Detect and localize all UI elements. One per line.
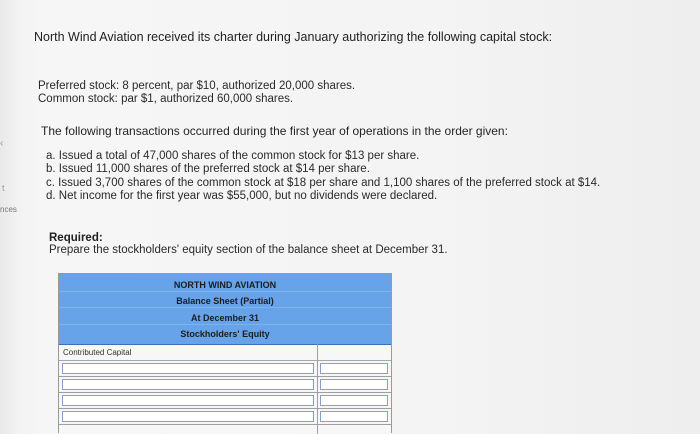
problem-intro: North Wind Aviation received its charter during January authorizing the following capital stock: (34, 30, 553, 44)
row-amount-input[interactable] (320, 363, 388, 374)
transactions-list (46, 150, 600, 203)
sidebar-chevron-icon[interactable]: ‹ (0, 138, 4, 149)
header-divider (59, 291, 391, 292)
sidebar-fragment-marker: t (2, 183, 5, 193)
table-row (59, 409, 391, 425)
contributed-capital-label: Contributed Capital (63, 348, 132, 357)
header-divider (59, 324, 391, 325)
transaction-a: a. Issued a total of 47,000 shares of the common stock for $13 per share. (46, 150, 420, 162)
row-amount-input[interactable] (320, 379, 388, 390)
statement-section: Stockholders' Equity (180, 329, 270, 339)
row-label-input[interactable] (62, 379, 314, 390)
row-label-input[interactable] (62, 395, 314, 406)
row-label-input[interactable] (62, 363, 314, 374)
required-text: Prepare the stockholders' equity section of the balance sheet at December 31. (49, 244, 448, 256)
transactions-intro: The following transactions occurred during the first year of operations in the order given: (41, 124, 508, 138)
statement-date: At December 31 (190, 313, 260, 323)
transaction-d: d. Net income for the first year was $55,000, but no dividends were declared. (46, 189, 438, 202)
contributed-capital-row (59, 344, 391, 361)
balance-sheet-table (58, 273, 392, 433)
row-label-input[interactable] (62, 411, 314, 422)
table-row (59, 361, 391, 377)
preferred-stock-line: Preferred stock: 8 percent, par $10, authorized 20,000 shares. (38, 80, 356, 92)
row-amount-input[interactable] (320, 411, 388, 422)
balance-sheet-header (59, 274, 391, 345)
transaction-c: c. Issued 3,700 shares of the common stock at $18 per share and 1,100 shares of the preferred stock at $14. (46, 176, 601, 189)
transaction-b: b. Issued 11,000 shares of the preferred stock at $14 per share. (46, 163, 370, 176)
statement-title: Balance Sheet (Partial) (176, 296, 274, 306)
row-amount-input[interactable] (320, 395, 388, 406)
required-label: Required: (49, 232, 103, 244)
company-name: NORTH WIND AVIATION (173, 280, 277, 290)
header-divider (59, 307, 391, 308)
sidebar-fragment-text: nces (0, 205, 17, 214)
stock-info (38, 80, 355, 106)
table-row (59, 393, 391, 409)
table-row (59, 377, 391, 393)
common-stock-line: Common stock: par $1, authorized 60,000 shares. (38, 93, 294, 105)
